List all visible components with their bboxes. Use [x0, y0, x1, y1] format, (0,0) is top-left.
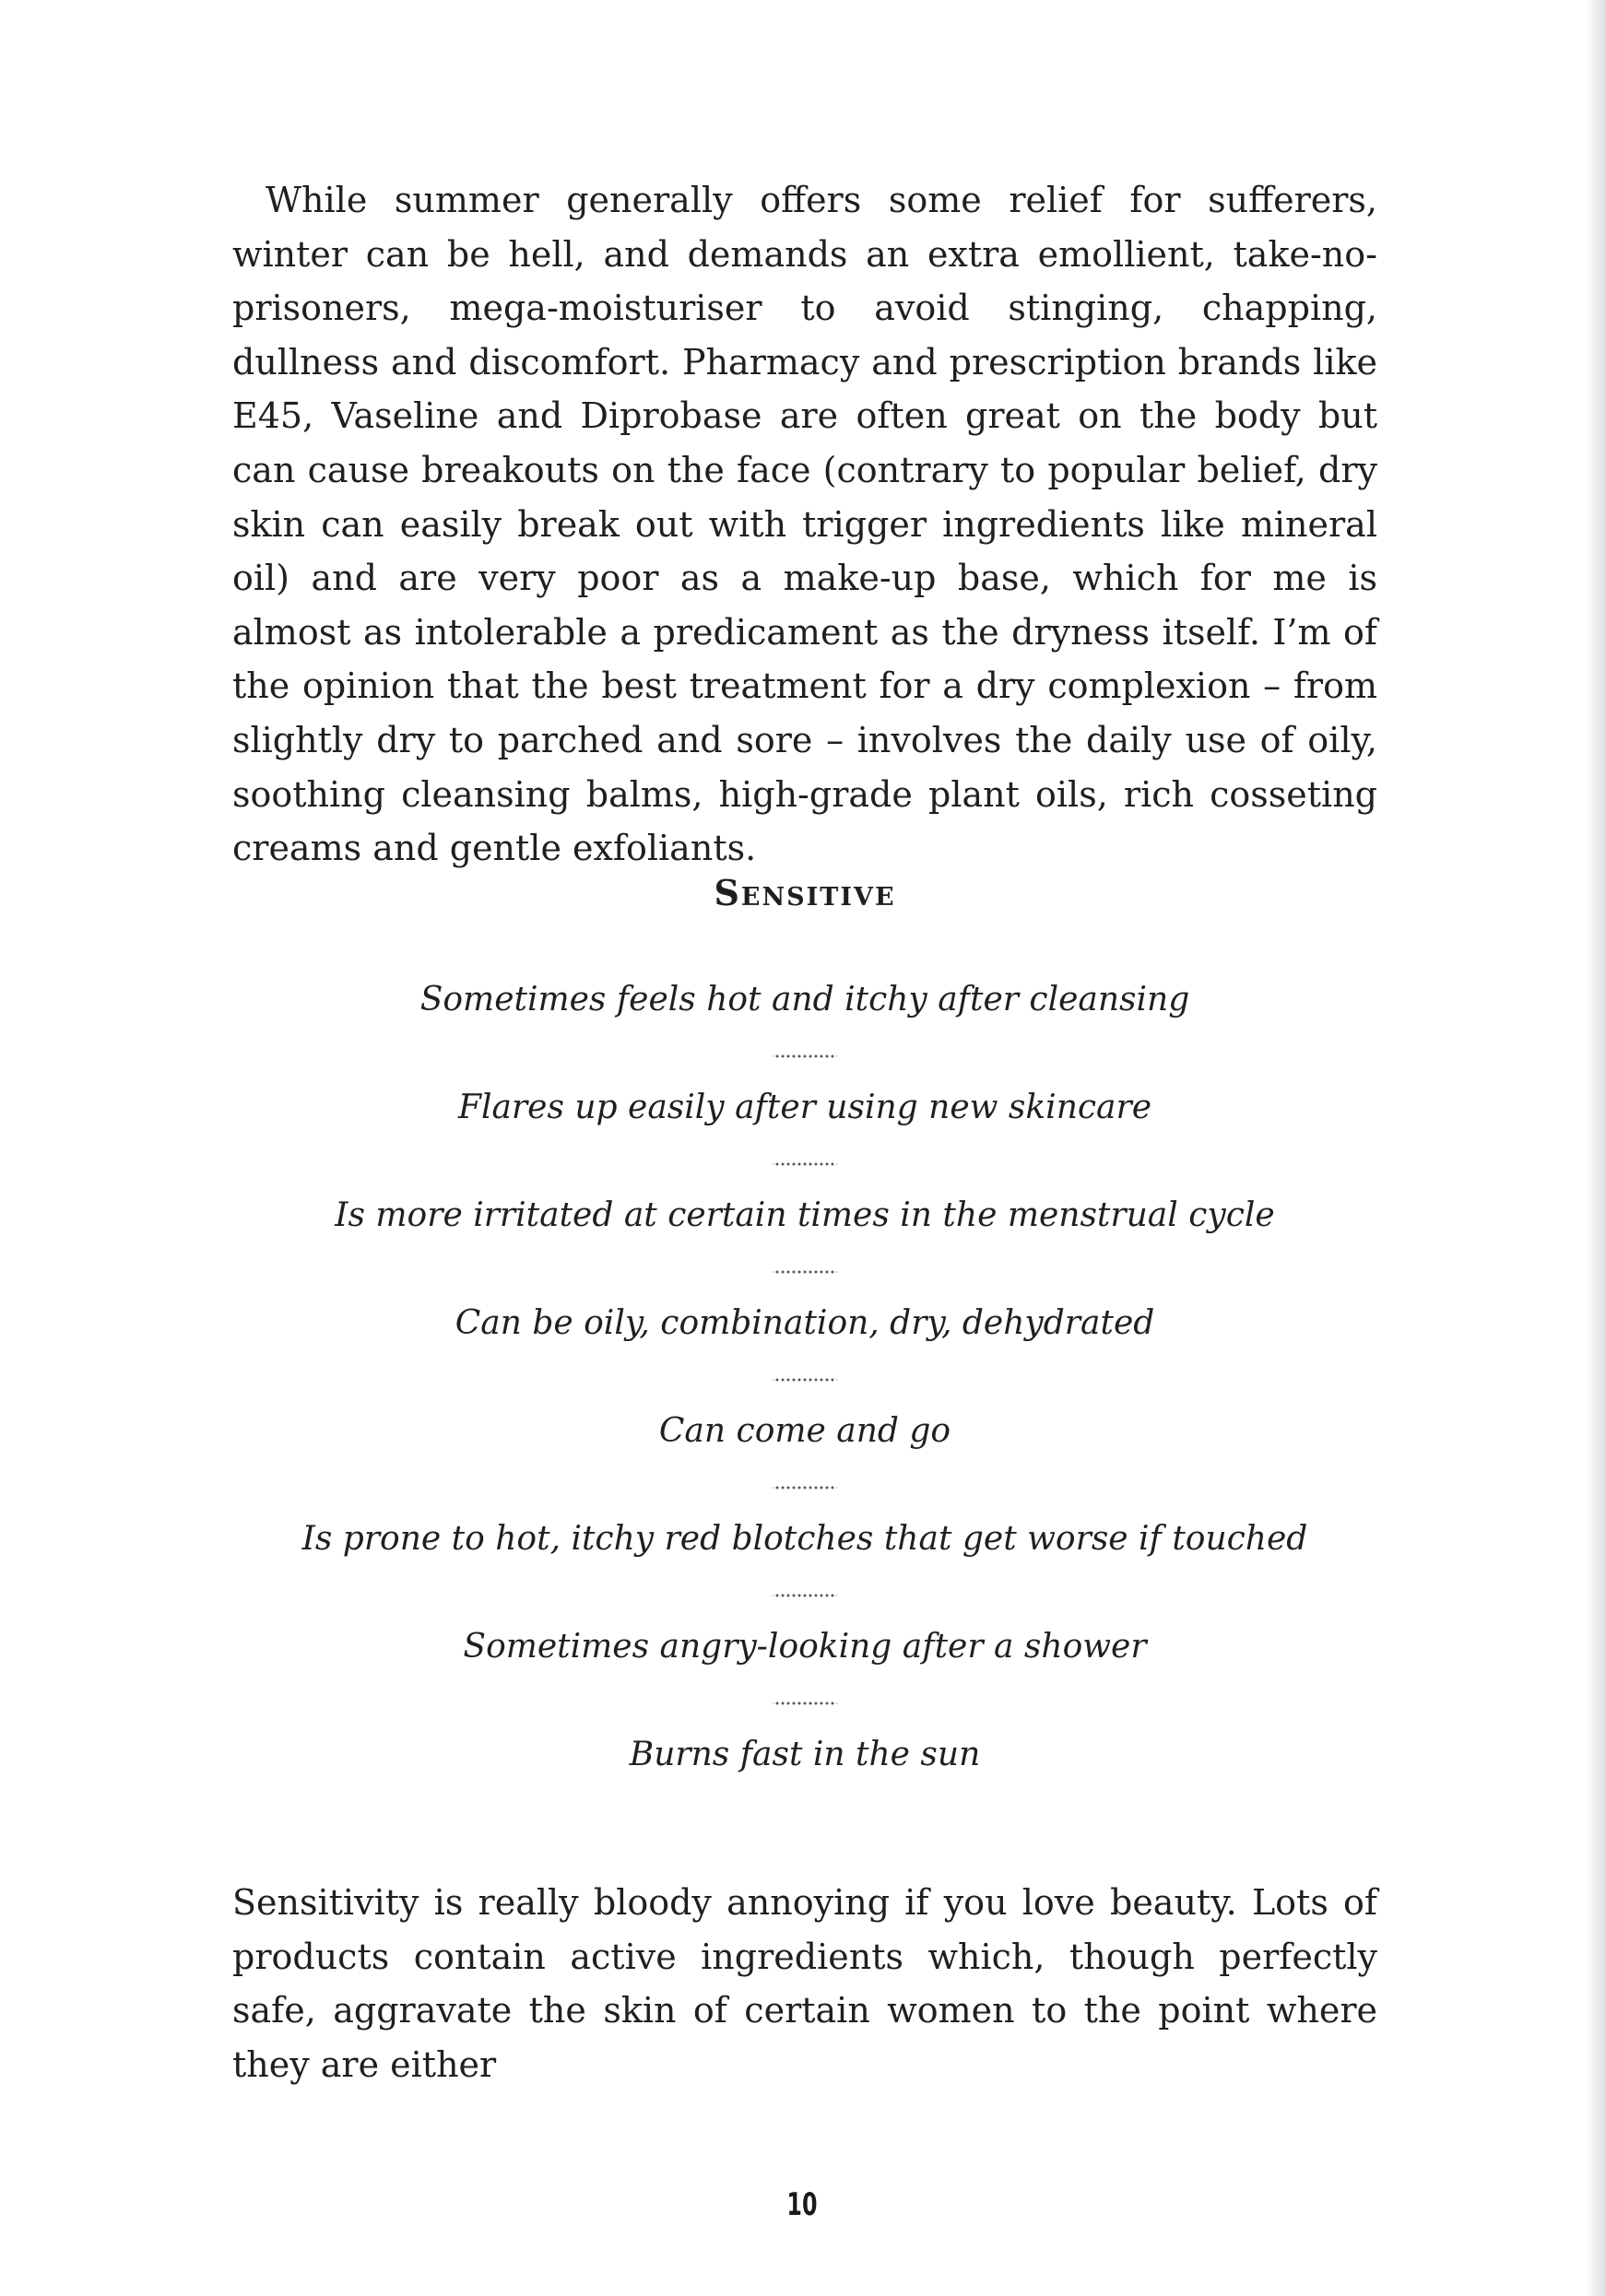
trait-item: Can come and go [658, 1412, 951, 1450]
dotted-divider [773, 1239, 837, 1301]
trait-list [232, 977, 1377, 1778]
trait-item: Sometimes feels hot and itchy after cleansing [419, 981, 1190, 1018]
trait-item: Flares up easily after using new skincare [457, 1089, 1152, 1126]
dotted-divider [773, 1562, 837, 1624]
dotted-divider [773, 1454, 837, 1516]
section-heading: Sensitive [714, 872, 896, 913]
trait-item: Can be oily, combination, dry, dehydrated [455, 1304, 1155, 1342]
dotted-divider [773, 1131, 837, 1193]
trait-item: Is prone to hot, itchy red blotches that get worse if touched [301, 1520, 1308, 1558]
dotted-divider [773, 1670, 837, 1732]
dotted-divider [773, 1347, 837, 1408]
closing-paragraph: Sensitivity is really bloody annoying if you love beauty. Lots of products contain active ingredients which, though perfectly safe, aggravate the skin of certain women to the point where they are either [232, 1882, 1377, 2085]
page-edge-shadow [1586, 0, 1606, 2296]
trait-item: Sometimes angry-looking after a shower [463, 1628, 1147, 1666]
intro-paragraph: While summer generally offers some relief for sufferers, winter can be hell, and demands an extra emollient, take-no-prisoners, mega-moisturiser to avoid stinging, chapping, dullness and discomfort. Pharmacy and prescription brands like E45, Vaseline and Diprobase are often great on the body but can cause breakouts on the face (contrary to popular belief, dry skin can easily break out with trigger ingredients like mineral oil) and are very poor as a make-up base, which for me is almost as intolerable a predicament as the dryness itself. I’m of the opinion that the best treatment for a dry complexion – from slightly dry to parched and sore – involves the daily use of oily, soothing cleansing balms, high-grade plant oils, rich cosseting creams and gentle exfoliants. [232, 180, 1377, 869]
dotted-divider [773, 1023, 837, 1085]
trait-item: Is more irritated at certain times in the menstrual cycle [335, 1196, 1275, 1234]
page-number: 10 [786, 2186, 818, 2223]
trait-item: Burns fast in the sun [629, 1736, 981, 1773]
